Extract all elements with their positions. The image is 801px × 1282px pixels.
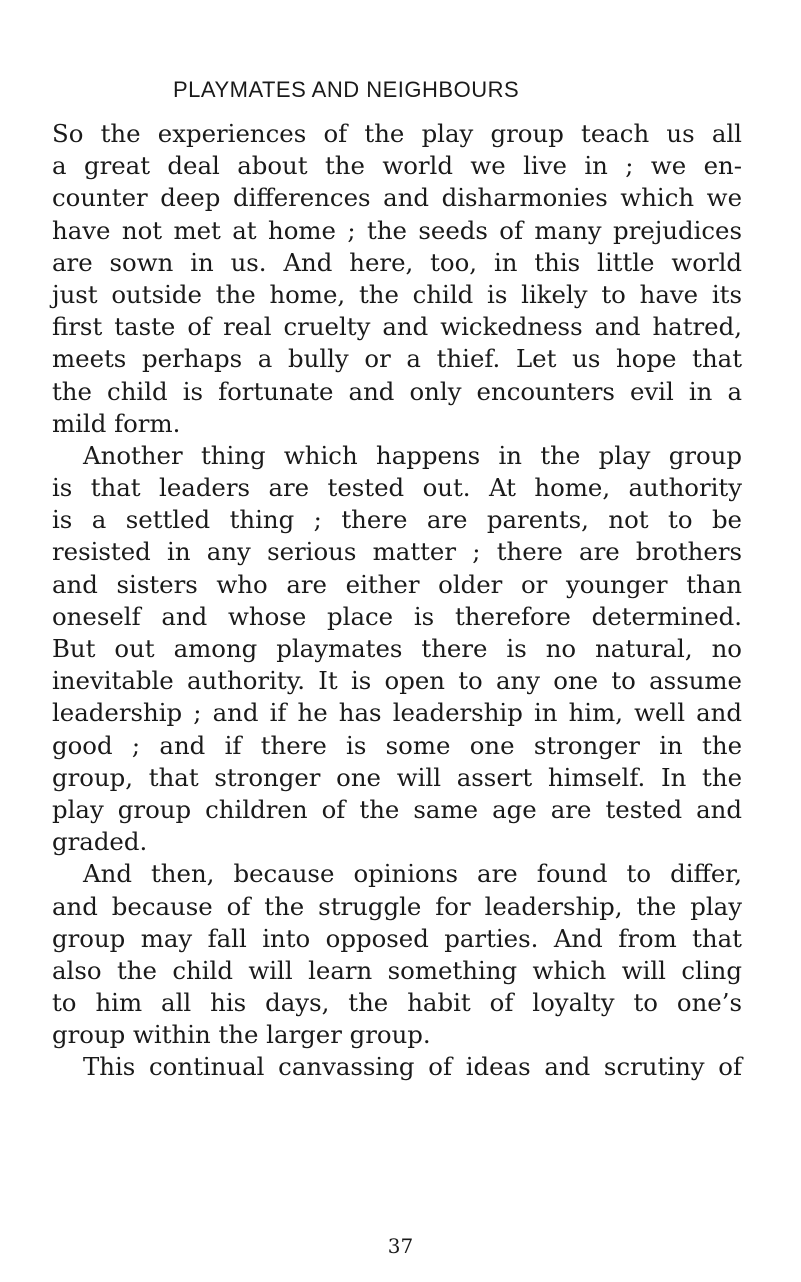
- text-line: good ; and if there is some one stronger in the: [52, 730, 742, 760]
- text-line: have not met at home ; the seeds of many prejudices: [52, 215, 742, 245]
- text-line: just outside the home, the child is likely to have its: [52, 279, 742, 309]
- text-line: is that leaders are tested out. At home, authority: [52, 473, 742, 503]
- text-line: is a settled thing ; there are parents, not to be: [52, 505, 742, 535]
- text-line: But out among playmates there is no natural, no: [52, 634, 742, 663]
- page-number: 37: [387, 1234, 414, 1258]
- paragraph-first-line: Another thing which happens in the play group: [83, 440, 742, 470]
- paragraph-first-line: And then, because opinions are found to differ,: [83, 859, 742, 889]
- text-line: counter deep differences and disharmonies which we: [52, 183, 742, 213]
- text-line: inevitable authority. It is open to any one to assume: [52, 666, 742, 696]
- text-line: also the child will learn something which will cling: [52, 955, 742, 985]
- paragraph-first-line: This continual canvassing of ideas and scrutiny of: [83, 1052, 742, 1082]
- text-line: and because of the struggle for leadership, the play: [52, 891, 742, 921]
- text-line: group may fall into opposed parties. And from that: [52, 923, 742, 953]
- text-line: group within the larger group.: [52, 1020, 431, 1050]
- text-line: and sisters who are either older or younger than: [52, 569, 742, 599]
- text-line: leadership ; and if he has leadership in him, well and: [52, 698, 742, 728]
- running-head: PLAYMATES AND NEIGHBOURS: [173, 77, 520, 102]
- text-line: oneself and whose place is therefore determined.: [52, 601, 742, 631]
- text-line: first taste of real cruelty and wickedness and hatred,: [52, 312, 742, 342]
- text-line: play group children of the same age are tested and: [52, 794, 742, 824]
- text-line: mild form.: [52, 408, 181, 438]
- text-line: to him all his days, the habit of loyalty to one’s: [52, 988, 742, 1018]
- text-line: the child is fortunate and only encounters evil in a: [52, 376, 742, 406]
- text-line: a great deal about the world we live in ; we en-: [52, 151, 742, 181]
- body-text: [52, 118, 742, 1084]
- text-line: resisted in any serious matter ; there are brothers: [52, 537, 742, 567]
- text-line: are sown in us. And here, too, in this little world: [52, 247, 742, 277]
- text-line: So the experiences of the play group teach us all: [52, 119, 742, 148]
- text-line: meets perhaps a bully or a thief. Let us hope that: [52, 344, 742, 374]
- text-line: graded.: [52, 827, 148, 857]
- text-line: group, that stronger one will assert himself. In the: [52, 762, 742, 792]
